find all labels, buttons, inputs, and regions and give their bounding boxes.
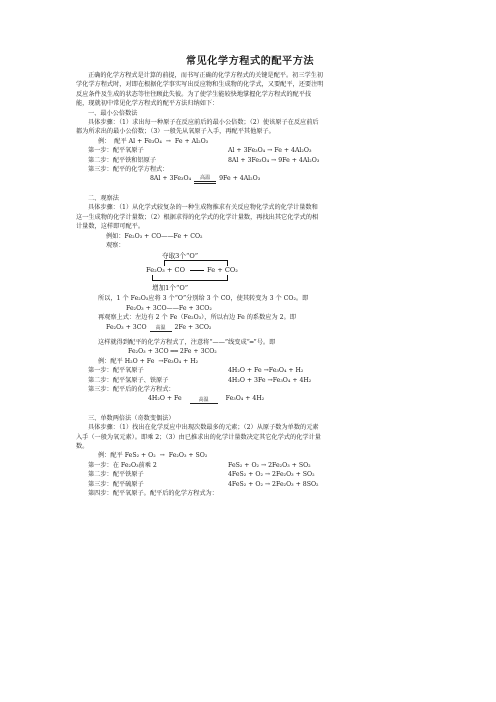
equation-left: 8Al + 3Fe₃O₄ bbox=[150, 175, 192, 183]
step-label: 第一步：配平氧原子 bbox=[88, 147, 144, 155]
observe-label: 观察： bbox=[106, 241, 125, 249]
explanation-line: 再观察上式：左边有 2 个 Fe（Fe₂O₃），所以右边 Fe 的系数应为 2。即 bbox=[98, 314, 296, 322]
step-label: 第二步：配平铁和铝原子 bbox=[88, 156, 157, 164]
step-row bbox=[76, 146, 424, 155]
step-equation: FeS₂ + O₂ → 2Fe₂O₃ + SO₂ bbox=[228, 461, 311, 469]
step-label: 第三步：配平后的化学方程式： bbox=[88, 385, 175, 393]
intro-line: 能，现就初中常见化学方程式的配平方法归纳如下： bbox=[76, 100, 219, 108]
step-equation: Al + 3Fe₃O₄ → Fe + 4Al₂O₃ bbox=[228, 147, 312, 155]
step-label: 第一步：在 Fe₂O₃前乘 2 bbox=[88, 461, 157, 469]
example-line: 例如：Fe₂O₃ + CO——Fe + CO₂ bbox=[106, 232, 203, 240]
equation-right: Fe₃O₄ + 4H₂ bbox=[225, 395, 265, 403]
diagram-bottom-label: 增加1个“O” bbox=[152, 284, 189, 293]
step-label: 第二步：配平铁原子 bbox=[88, 471, 144, 479]
equation-line: Fe₂O₃ + 3CO——Fe + 3CO₂ bbox=[126, 304, 212, 312]
reaction-condition bbox=[150, 325, 172, 332]
example-line: 例：配平 FeS₂ + O₂ → Fe₂O₃ + SO₂ bbox=[98, 452, 208, 460]
step-equation: 4H₂O + 3Fe →Fe₃O₄ + 4H₂ bbox=[228, 376, 312, 384]
diagram-reactants: Fe₂O₃ + CO bbox=[146, 266, 185, 275]
step-row bbox=[76, 366, 424, 375]
step-equation: 4FeS₂ + O₂ → 2Fe₂O₃ + 8SO₂ bbox=[228, 480, 319, 488]
equation-line: Fe₂O₃ + 3CO ══ 2Fe + 3CO₂ bbox=[128, 348, 217, 356]
steps-text: 具体步骤：（1）求出每一种原子在反应前后的最小公倍数；（2）使该原子在反应前后 bbox=[88, 119, 319, 127]
step-equation: 4H₂O + Fe →Fe₃O₄ + H₂ bbox=[228, 367, 304, 375]
equation-left: 4H₂O + Fe bbox=[148, 395, 182, 403]
steps-text: 入手（一般为氧元素）。即乘 2；（3）由已推求出的化学计量数决定其它化学式的化学计量 bbox=[76, 433, 321, 441]
reaction-condition bbox=[190, 397, 218, 404]
explanation-line: 这样就得到配平的化学方程式了，注意将“——”线变成“═”号。即 bbox=[98, 338, 276, 346]
example-line: 例： 配平 Al + Fe₃O₄ → Fe + Al₂O₃ bbox=[98, 137, 209, 145]
step-row bbox=[76, 376, 424, 385]
condition-label: 高温 bbox=[198, 396, 209, 403]
reaction-condition bbox=[194, 175, 216, 184]
step-equation: 4FeS₂ + O₂ → 2Fe₂O₃ + SO₂ bbox=[228, 471, 315, 479]
intro-line: 反应条件及生成的状态等往往顾此失彼。为了使学生能较快地掌握化学方程式的配平技 bbox=[76, 90, 312, 98]
condition-label: 高温 bbox=[155, 324, 166, 331]
step-row bbox=[76, 480, 424, 489]
step-label: 第一步：配平氧原子 bbox=[88, 367, 144, 375]
document-page bbox=[76, 52, 424, 498]
equation-right: 2Fe + 3CO₂ bbox=[174, 323, 212, 331]
steps-text: 具体步骤：（1）从化学式较复杂的一种生成物推求有关反应物化学式的化学计量数和 bbox=[88, 204, 318, 212]
step-equation: 8Al + 3Fe₃O₄ → 9Fe + 4Al₂O₃ bbox=[228, 156, 320, 164]
step-label: 第三步：配平硫原子 bbox=[88, 480, 144, 488]
arrow-line bbox=[190, 403, 218, 404]
arrow-line bbox=[150, 331, 172, 332]
section-heading: 二、观察法 bbox=[88, 194, 119, 202]
step-row bbox=[76, 156, 424, 165]
section-heading: 三、单数两倍法（奇数变偶法） bbox=[88, 414, 175, 422]
intro-line: 学化学方程式时，对即在根据化学事实写出反应物和生成物的化学式，又要配平，还要注明 bbox=[76, 81, 324, 89]
condition-label: 高温 bbox=[200, 174, 211, 181]
step-label: 第二步：配平氢原子、铁原子 bbox=[88, 376, 169, 384]
equation-left: Fe₂O₃ + 3CO bbox=[106, 323, 147, 331]
observation-diagram bbox=[146, 250, 296, 294]
final-equation bbox=[76, 174, 424, 183]
diagram-products: Fe + CO₂ bbox=[207, 266, 238, 275]
section-heading: 一、最小公倍数法 bbox=[88, 109, 138, 117]
equation-with-condition bbox=[76, 323, 424, 332]
step-label: 第三步：配平的化学方程式： bbox=[88, 166, 169, 174]
step-row bbox=[76, 470, 424, 479]
diagram-top-label: 夺取3个“O” bbox=[162, 252, 199, 261]
diagram-dash bbox=[190, 270, 204, 271]
example-line: 例：配平 H₂O + Fe →Fe₃O₄ + H₂ bbox=[98, 357, 199, 365]
explanation-line: 所以，1 个 Fe₂O₃应将 3 个“O”分别给 3 个 CO，使其转变为 3 个 CO₂。即 bbox=[98, 295, 309, 303]
final-equation bbox=[76, 394, 424, 403]
intro-line: 正确的化学方程式是计算的前提，而书写正确的化学方程式的关键是配平。初三学生初 bbox=[88, 72, 324, 79]
step-row bbox=[76, 461, 424, 470]
steps-text: 具体步骤：（1）找出在化学反应中出现次数最多的元素；（2）从原子数为单数的元素 bbox=[88, 424, 319, 432]
steps-text: 都为所求出的最小公倍数；（3）一般先从氧原子入手，再配平其他原子。 bbox=[76, 128, 275, 136]
equals-sign bbox=[194, 181, 216, 184]
steps-text: 这一生成物的化学计量数；（2）根据求得的化学式的化学计量数，再找出其它化学式的相 bbox=[76, 213, 319, 221]
steps-text: 计量数，这样即可配平。 bbox=[76, 223, 145, 231]
page-title: 常见化学方程式的配平方法 bbox=[185, 56, 315, 67]
diagram-bottom-bracket bbox=[152, 275, 228, 281]
steps-text: 数。 bbox=[76, 443, 89, 450]
equation-right: 9Fe + 4Al₂O₃ bbox=[219, 175, 261, 183]
step-label: 第四步：配平氧原子。配平后的化学方程式为： bbox=[88, 490, 218, 498]
